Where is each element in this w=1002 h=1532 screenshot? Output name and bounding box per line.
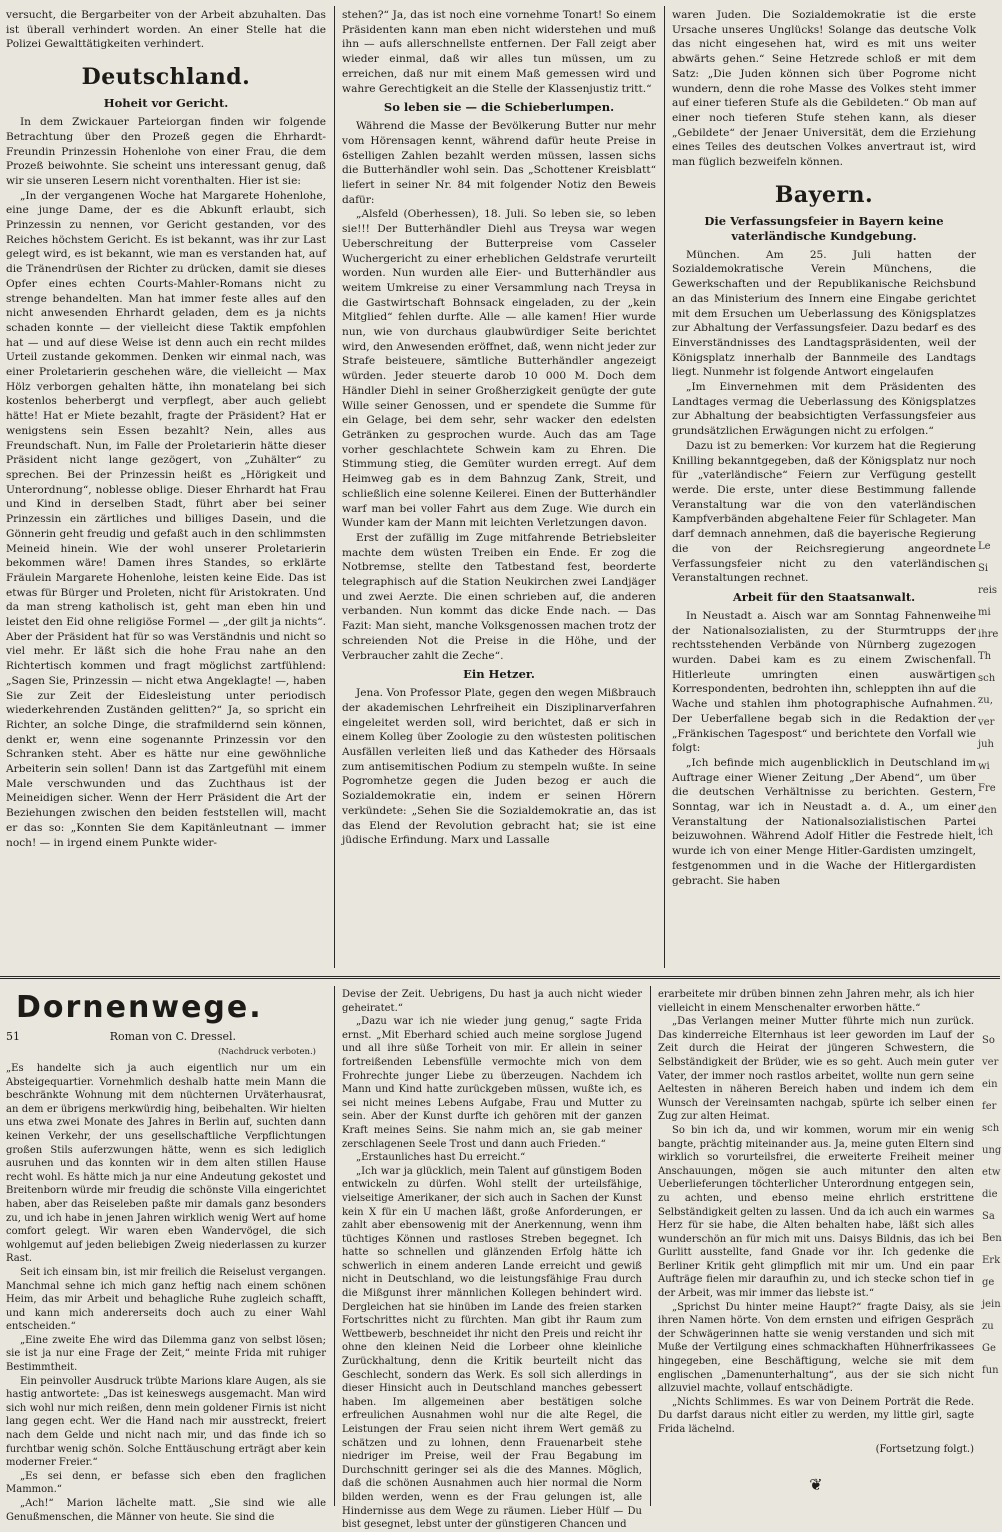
serial-paragraph: „Nichts Schlimmes. Es war von Deinem Porträt die Rede. Du darfst daraus nicht eitler zu werden, my little girl, sagte Frida lächelnd. [658,1396,974,1435]
reprint-notice: (Nachdruck verboten.) [217,1047,316,1057]
serial-paragraph: „Sprichst Du hinter meine Haupt?“ fragte Daisy, als sie ihren Namen hörte. Von dem ernsten und eifrigen Gespräch der Schwägerinnen hatte sie wenig verstanden und sich mit Muße der Vertilgung eines schmackhaften Hühnerfrikassees hingegeben, eine Beschäftigung, welche sie mit dem englischen „Damenunterhaltung“, aus der sie sich nicht allzuviel machte, vollauf entschädigte. [658,1301,974,1395]
fragment-word: sch [982,1123,1000,1134]
serial-paragraph: „Ach!“ Marion lächelte matt. „Sie sind wie alle Genußmenschen, die Männer von heute. Sie sind die [6,1498,326,1523]
fragment-word: fer [982,1101,997,1112]
fragment-word: Th [978,651,992,662]
to-be-continued: (Fortsetzung folgt.) [875,1443,974,1455]
section-title-deutschland: Deutschland. [81,64,251,91]
fragment-word: reis [978,585,998,596]
fragment-word: ung [982,1145,1002,1156]
article-continuation: versucht, die Bergarbeiter von der Arbeit abzuhalten. Das ist überall verhindert worden. An einer Stelle hat die Polizei Gewalttätigkeiten verhindert. [6,9,326,51]
fragment-word: ver [982,1057,999,1068]
column-1 [6,8,326,970]
printer-ornament: ❦ [809,1475,823,1495]
fragment-word: ge [982,1277,995,1288]
fragment-word: ich [978,827,994,838]
paragraph: „Alsfeld (Oberhessen), 18. Juli. So leben sie, so leben sie!!! Der Butterhändler Diehl aus Treysa war wegen Ueberschreitung der Butterpreise vom Casseler Wuchergericht zu einer erheblichen Geldstrafe verurteilt worden. Nun wurden alle Eier- und Butterhändler aus weitem Umkreise zu einer Versammlung nach Treysa in die Gastwirtschaft Bohnsack eingeladen, zu der „kein Mitglied“ fehlen durfte. Alle — alle kamen! Hier wurde nun, wie von durchaus glaubwürdiger Seite berichtet wird, den Anwesenden eröffnet, daß, wenn nicht jeder zur Strafe beisteuere, sämtliche Butterhändler angezeigt würden. Jeder steuerte darob 10 000 M. Doch dem Händler Diehl in seiner Großherzigkeit genügte der gute Wille seiner Genossen, und er spendete die Summe für ein Gelage, bei dem sehr, sehr wacker den edelsten Getränken zu gesprochen wurde. Auch das am Tage vorher geschlachtete Schwein kam zu Ehren. Die Stimmung stieg, die Gemüter wurden erregt. Auf dem Heimweg gab es in dem Bahnzug Zank, Streit, und schließlich eine solenne Keilerei. Einen der Butterhändler warf man bei voller Fahrt aus dem Zuge. Wie durch ein Wunder kam der Mann mit leichten Verletzungen davon. [342,208,656,530]
paragraph: „Ich befinde mich augenblicklich in Deutschland im Auftrage einer Wiener Zeitung „Der Abend“, um über die deutschen Verhältnisse zu berichten. Gestern, Sonntag, war ich in Neustadt a. d. A., um einer Veranstaltung der Nationalsozialistischen Partei beizuwohnen. Während Adolf Hitler die Festrede hielt, wurde ich von einer Menge Hitler-Gardisten umzingelt, festgenommen und in die Wache der Hitlergardisten gebracht. Sie haben [672,756,976,887]
article-headline: Arbeit für den Staatsanwalt. [732,589,916,604]
serial-paragraph: erarbeitete mir drüben binnen zehn Jahren mehr, als ich hier vielleicht in einem Menschenalter erworben hätte.“ [658,989,974,1014]
adjacent-page-fragment [978,536,1000,976]
fragment-word: juh [978,739,994,750]
paragraph: Erst der zufällig im Zuge mitfahrende Betriebsleiter machte dem wüsten Treiben ein Ende. Er zog die Notbremse, stellte den Tatbestand fest, beorderte telegraphisch auf die Station Neukirchen zwei Landjäger und zwei Aerzte. Die einen schrieben auf, die anderen verbanden. Nun kommt das dicke Ende nach. — Das Fazit: Man sieht, manche Volksgenossen machen trotz der schreienden Not die Preise in die Höhe, und der Verbraucher zahlt die Zeche“. [342,531,656,662]
serial-paragraph: „Eine zweite Ehe wird das Dilemma ganz von selbst lösen; sie ist ja nur eine Frage der Zeit,“ meinte Frida mit ruhiger Bestimmtheit. [6,1334,326,1374]
paragraph: In dem Zwickauer Parteiorgan finden wir folgende Betrachtung über den Prozeß gegen die Ehrhardt-Freundin Prinzessin Hohenlohe von einer Frau, die dem Prozeß beiwohnte. Sie scheint uns interessant genug, daß wir sie unseren Lesern nicht vorenthalten. Hier ist sie: [6,116,326,187]
fragment-word: ver [978,717,995,728]
paragraph: waren Juden. Die Sozialdemokratie ist die erste Ursache unseres Unglücks! Solange das deutsche Volk das nicht eingesehen hat, wird es mit uns weiter abwärts gehen.“ Seine Hetzrede schloß er mit dem Satz: „Die Juden können sich über Pogrome nicht wundern, denn die rohe Masse des Volkes steht immer auf einer tieferen Stufe als die Gebildeten.“ Ob man auf einer noch tieferen Stufe stehen kann, als dieser „Gebildete“ der Jenaer Universität, dem die Erziehung eines Teiles des deutschen Volkes anvertraut ist, wird man füglich bezweifeln können. [672,9,976,169]
paragraph: stehen?“ Ja, das ist noch eine vornehme Tonart! So einem Präsidenten kann man eben nicht widerstehen und muß ihn — aufs allerschnellste entfernen. Der Fall zeigt aber wieder einmal, daß wir alles tun müssen, um zu erreichen, daß nur mit einem Maß gemessen wird und wahre Gerechtigkeit an die Stelle der Klassenjustiz tritt.“ [342,9,656,95]
fragment-word: Fre [978,783,996,794]
serial-rule-1 [334,986,335,1506]
article-headline: Ein Hetzer. [463,667,535,682]
paragraph: München. Am 25. Juli hatten der Sozialdemokratische Verein Münchens, die Gewerkschaften und der Republikanische Reichsbund an das Ministerium des Innern eine Eingabe gerichtet mit dem Ersuchen um Ueberlassung des Königsplatzes zur Abhaltung der Verfassungsfeier. Dazu bedarf es des Einverständnisses des Landtagspräsidenten, weil der Königsplatz innerhalb der Bannmeile des Landtags liegt. Nunmehr ist folgende Antwort eingelaufen [672,248,976,379]
paragraph: Während die Masse der Bevölkerung Butter nur mehr vom Hörensagen kennt, während dafür heute Preise in 6stelligen Zahlen bezahlt werden müssen, lassen sichs die Butterhändler wohl sein. Das „Schottener Kreisblatt“ liefert in seiner Nr. 84 mit folgender Notiz den Beweis dafür: [342,120,656,206]
fragment-word: Sa [982,1211,995,1222]
section-title-bayern: Bayern. [774,181,874,208]
adjacent-page-fragment [982,1030,1000,1490]
serial-column-3 [658,988,974,1510]
serial-number: 51 [6,1030,20,1043]
serial-title: Dornenwege. [16,990,263,1025]
fragment-word: Si [978,563,989,574]
column-rule-1 [334,6,335,968]
section-divider [0,976,1000,979]
fragment-word: ihre [978,629,999,640]
serial-rule-2 [650,986,651,1506]
fragment-word: So [982,1035,995,1046]
article-headline: Die Verfassungsfeier in Bayern keine vaterländische Kundgebung. [704,213,944,243]
fragment-word: Erk [982,1255,1001,1266]
fragment-word: fun [982,1365,999,1376]
fragment-word: den [978,805,997,816]
paragraph: Dazu ist zu bemerken: Vor kurzem hat die Regierung Knilling bekanntgegeben, daß der Königsplatz nur noch für „vaterländische“ Feiern zur Verfügung gestellt werde. Die erste, unter diese Bestimmung fallende Veranstaltung war die von den vaterländischen Kampfverbänden abgehaltene Feier für Schlageter. Man darf demnach annehmen, daß die bayerische Regierung die von der Reichsregierung angeordnete Verfassungsfeier nicht zu den vaterländischen Veranstaltungen rechnet. [672,439,976,585]
fragment-word: jein [982,1299,1001,1310]
serial-paragraph: So bin ich da, und wir kommen, worum mir ein wenig bangte, prächtig miteinander aus. Ja, meine guten Eltern sind wirklich so vorurteilsfrei, die erweiterte Freiheit meiner Anschauungen, mögen sie auch mitunter den alten Ueberlieferungen töchterlicher Unterordnung entgegen sein, zu achten, und ebenso meine ehrlich erstrittene Selbständigkeit gelten zu lassen. Und da ich auch ein warmes Herz für sie habe, die Alten behalten habe, läßt sich alles wunderschön an für mich mit uns. Daisys Bildnis, das ich bei Gurlitt ausstellte, fand Gnade vor ihr. Ich gedenke die Berliner Kritik geht glimpflich mit mir um. Und ein paar Aufträge fielen mir daraufhin zu, und ich stecke schon tief in der Arbeit, was mir immer das liebste ist.“ [658,1124,974,1300]
serial-paragraph: „Das Verlangen meiner Mutter führte mich nun zurück. Das kinderreiche Elternhaus ist leer geworden im Lauf der Zeit durch die Heirat der jüngeren Schwestern, die Selbständigkeit der Brüder, wie es so geht. Auch mein guter Vater, der immer noch rastlos arbeitet, wollte nun gern seine Aeltesten in näheren Bereich haben und indem ich dem Wunsch der Vereinsamten nachgab, spürte ich selber einen Zug zur alten Heimat. [658,1016,974,1123]
fragment-word: die [982,1189,998,1200]
serial-paragraph: „Es handelte sich ja auch eigentlich nur um ein Absteigequartier. Vornehmlich deshalb hatte mein Mann die beschränkte Wohnung mit dem nüchternen Urväterhausrat, an dem er übrigens merkwürdig hing, beibehalten. Wir hielten uns etwa zwei Monate des Jahres in Berlin auf, suchten dann keinen Verkehr, der uns gesellschaftliche Verpflichtungen großen Stils auferzwungen hätte, wenn es sich lediglich ausruhen und das konnten wir in dem alten stillen Hause recht wohl. Es hätte mich ja nur eine Andeutung gekostet und Breitenborn würde mir freudig die schönste Villa eingerichtet haben, aber das Reiseleben paßte mir damals ganz besonders zu, und ich habe in jenen Jahren wirklich wenig Wert auf home comfort gelegt. Wir waren eben Wandervögel, die sich wohlgemut auf jeden beliebigen Zweig niederlassen zu kurzer Rast. [6,1063,326,1265]
fragment-word: Ben [982,1233,1002,1244]
serial-column-1 [6,986,326,1523]
serial-paragraph: „Erstaunliches hast Du erreicht.“ [356,1152,526,1164]
serial-author: Roman von C. Dressel. [109,1030,236,1043]
fragment-word: etw [982,1167,1001,1178]
serial-byline-row [6,1030,326,1044]
serial-paragraph: Ein peinvoller Ausdruck trübte Marions klare Augen, als sie hastig antwortete: „Das ist keineswegs ausgemacht. Man wird sich wohl nur mich reißen, denn mein goldener Firnis ist nicht lang gegen echt. Wer die Hand nach mir ausstreckt, freiert nach dem Gelde und nicht nach mir, und das finde ich so furchtbar wenig schön. Solche Enttäuschung erträgt aber kein moderner Freier.“ [6,1375,326,1469]
fragment-word: wi [978,761,990,772]
article-headline: So leben sie — die Schieberlumpen. [383,100,615,115]
serial-column-2 [342,988,642,1531]
serial-text [6,1062,326,1524]
fragment-word: sch [978,673,996,684]
column-2 [342,8,656,970]
paragraph: Jena. Von Professor Plate, gegen den wegen Mißbrauch der akademischen Lehrfreiheit ein Disziplinarverfahren eingeleitet werden soll, wird berichtet, daß er sich in einem Kolleg über Zoologie zu den wüstesten politischen Ausfällen verleiten ließ und das Katheder des Hörsaals zum antisemitischen Podium zu stempeln wußte. In seine Pogromhetze gegen die Juden bezog er auch die Sozialdemokratie ein, indem er seinen Hörern verkündete: „Sehen Sie die Sozialdemokratie an, das ist das Elend der Revolution gebracht hat; sie ist eine jüdische Erfindung. Marx und Lassalle [342,687,656,847]
column-rule-2 [664,6,665,968]
serial-paragraph: Seit ich einsam bin, ist mir freilich die Reiselust vergangen. Manchmal sehne ich mich ganz heftig nach einem schönen Heim, das mir Arbeit und behagliche Ruhe zugleich schafft, und kann mich andererseits doch auch zu einer Wahl entscheiden.“ [6,1266,326,1333]
paragraph: In Neustadt a. Aisch war am Sonntag Fahnenweihe der Nationalsozialisten, zu der Sturmtrupps der rechtsstehenden Verbände von Nürnberg zugezogen wurden. Dabei kam es zu einem Zwischenfall. Hitlerleute umringten einen auswärtigen Korrespondenten, bedrohten ihn, schleppten ihn auf die Wache und stahlen ihm photographische Aufnahmen. Der Ueberfallene begab sich in die Redaktion der „Fränkischen Tagespost“ und berichtete den Vorfall wie folgt: [672,609,976,755]
serial-text [658,988,974,1437]
serial-paragraph: „Dazu war ich nie wieder jung genug,“ sagte Frida ernst. „Mit Eberhard schied auch meine sorglose Jugend und all ihre süße Torheit von mir. Er allein in seiner fortreißenden Lebensfülle vermochte mich von dem Frohrechte junger Liebe zu überzeugen. Nachdem ich Mann und Kind hatte zurückgeben müssen, wußte ich, es sei nicht meines Lebens Aufgabe, Frau und Mutter zu sein. Aber der Kunst durfte ich gehören mit der ganzen Kraft meines Seins. Sie nahm mich an, sie gab meiner zerschlagenen Seele Trost und dann auch Frieden.“ [342,1016,642,1150]
serial-paragraph: „Es sei denn, er befasse sich eben den fraglichen Mammon.“ [6,1470,326,1496]
paragraph: „Im Einvernehmen mit dem Präsidenten des Landtages vermag die Ueberlassung des Königsplatzes zur Abhaltung der beabsichtigten Verfassungsfeier aus grundsätzlichen Erwägungen nicht zu erfolgen.“ [672,381,976,438]
column-3 [672,8,976,970]
article-headline: Hoheit vor Gericht. [103,96,229,111]
fragment-word: mi [978,607,991,618]
serial-paragraph: Devise der Zeit. Uebrigens, Du hast ja auch nicht wieder geheiratet.“ [342,989,642,1014]
fragment-word: Ge [982,1343,996,1354]
fragment-word: Le [978,541,991,552]
fragment-word: zu, [978,695,993,706]
serial-text [342,988,642,1532]
paragraph: „In der vergangenen Woche hat Margarete Hohenlohe, eine junge Dame, der es die Abkunft erlaubt, sich Prinzessin zu nennen, vor Gericht gestanden, vor des Reiches höchstem Gericht. Es ist bekannt, was ihr zur Last gelegt wird, es ist bekannt, wie man es verstanden hat, auf die Tränendrüsen der Richter zu drücken, damit sie dieses Opfer eines echten Courts-Mahler-Romans nicht zu strenge behandelten. Man hat immer feste alles auf den nicht anwesenden Ehrhardt geladen, dem es ja nichts schaden konnte — der vielleicht diese Taktik empfohlen hat — und auf diese Weise ist denn auch ein recht mildes Urteil zustande gekommen. Denken wir einmal nach, was einer Proletarierin geschehen wäre, die vielleicht — Max Hölz verborgen gehalten hätte, ihn monatelang bei sich kostenlos beherbergt und verpflegt, aber auch geliebt hätte! Hat er Miete bezahlt, fragte der Präsident? Hat er wenigstens sein Essen bezahlt? Nein, alles aus Freundschaft. Nun, im Falle der Proletarierin hätte dieser Präsident nicht lange gezögert, von „Zuhälter“ zu sprechen. Bei der Prinzessin heißt es „Hörigkeit und Unterordnung“, noblesse oblige. Dieser Ehrhardt hat Frau und Kind in derselben Stadt, führt aber bei seiner Prinzessin ein zärtliches und billiges Dasein, und die Gönnerin geht freudig und gefaßt auch in den schlimmsten Meineid hinein. Wie der wohl unserer Proletarierin bekommen wäre! Damen ihres Standes, so erklärte Fräulein Margarete Hohenlohe, leisten keine Eide. Das ist etwas für Bürger und Proleten, nicht für Aristokraten. Und da man streng katholisch ist, geht man eben hin und leistet den Eid ohne religiöse Formel — „der gilt ja nichts“. Aber der Präsident hat für so was Verständnis und nicht so viel mehr. Er läßt sich die hohe Frau nahe an den Richtertisch kommen und fragt möglichst zartfühlend: „Sagen Sie, Prinzessin — nicht etwa Angeklagte! —, haben Sie zur Zeit der Eidesleistung unter periodisch wiederkehrenden Zuständen gelitten?“ Ja, so spricht ein Richter, an solche Dinge, die strafmildernd sein können, denkt er, wenn eine sogenannte Prinzessin vor den Schranken steht. Aber es hätte nur eine gewöhnliche Arbeiterin sein sollen! Dann ist das Zartgefühl mit einem Male verschwunden und das Zuchthaus ist der Meineidigen sicher. Wenn der Herr Präsident die Art der Beziehungen zwischen den beiden feststellen will, macht er das so: „Konnten Sie dem Kapitänleutnant — immer noch! — in irgend einem Punkte wider- [6,189,326,849]
serial-paragraph: „Ich war ja glücklich, mein Talent auf günstigem Boden entwickeln zu dürfen. Wohl stellt der urteilsfähige, vielseitige Amerikaner, der sich auch in Sachen der Kunst kein X für ein U machen läßt, große Anforderungen, er zahlt aber ebensowenig mit der Anerkennung, wenn ihm tüchtiges Können und rastloses Streben begegnet. Ich hatte so schnellen und glänzenden Erfolg hätte ich schwerlich in einem anderen Lande erreicht und gewiß nicht in Deutschland, wo die leistungsfähige Frau durch die Mißgunst ihrer männlichen Kollegen behindert wird. Dergleichen hat sie hinüben im Lande des freien starken Fortschrittes nicht zu fürchten. Man gibt ihr Raum zum Wettbewerb, beschneidet ihr nicht den Preis und reicht ihr ohne den kleinen Neid die Lorbeer ohne kleinliche Zurückhaltung, denn die Kritik beurteilt nicht das Geschlecht, sondern das Werk. Es soll sich allerdings in dieser Hinsicht auch in Deutschland manches gebessert haben. Im allgemeinen aber bestätigen solche erfreulichen Ausnahmen wohl nur die alte Regel, die Leistungen der Frau seien nicht ihrem Wert gemäß zu schätzen und zu lohnen, denn Frauenarbeit stehe niedriger im Preise, weil der Frau Begabung im Durchschnitt geringer sei als die des Mannes. Möglich, daß die schönen Ausnahmen auch hier normal die Norm bilden werden, wenn es der Frau gelungen ist, alle Hindernisse aus dem Wege zu räumen. Lieber Hülf — Du bist gesegnet, lebst unter der günstigeren Chancen und [342,1165,642,1531]
fragment-word: zu [982,1321,994,1332]
fragment-word: ein [982,1079,998,1090]
